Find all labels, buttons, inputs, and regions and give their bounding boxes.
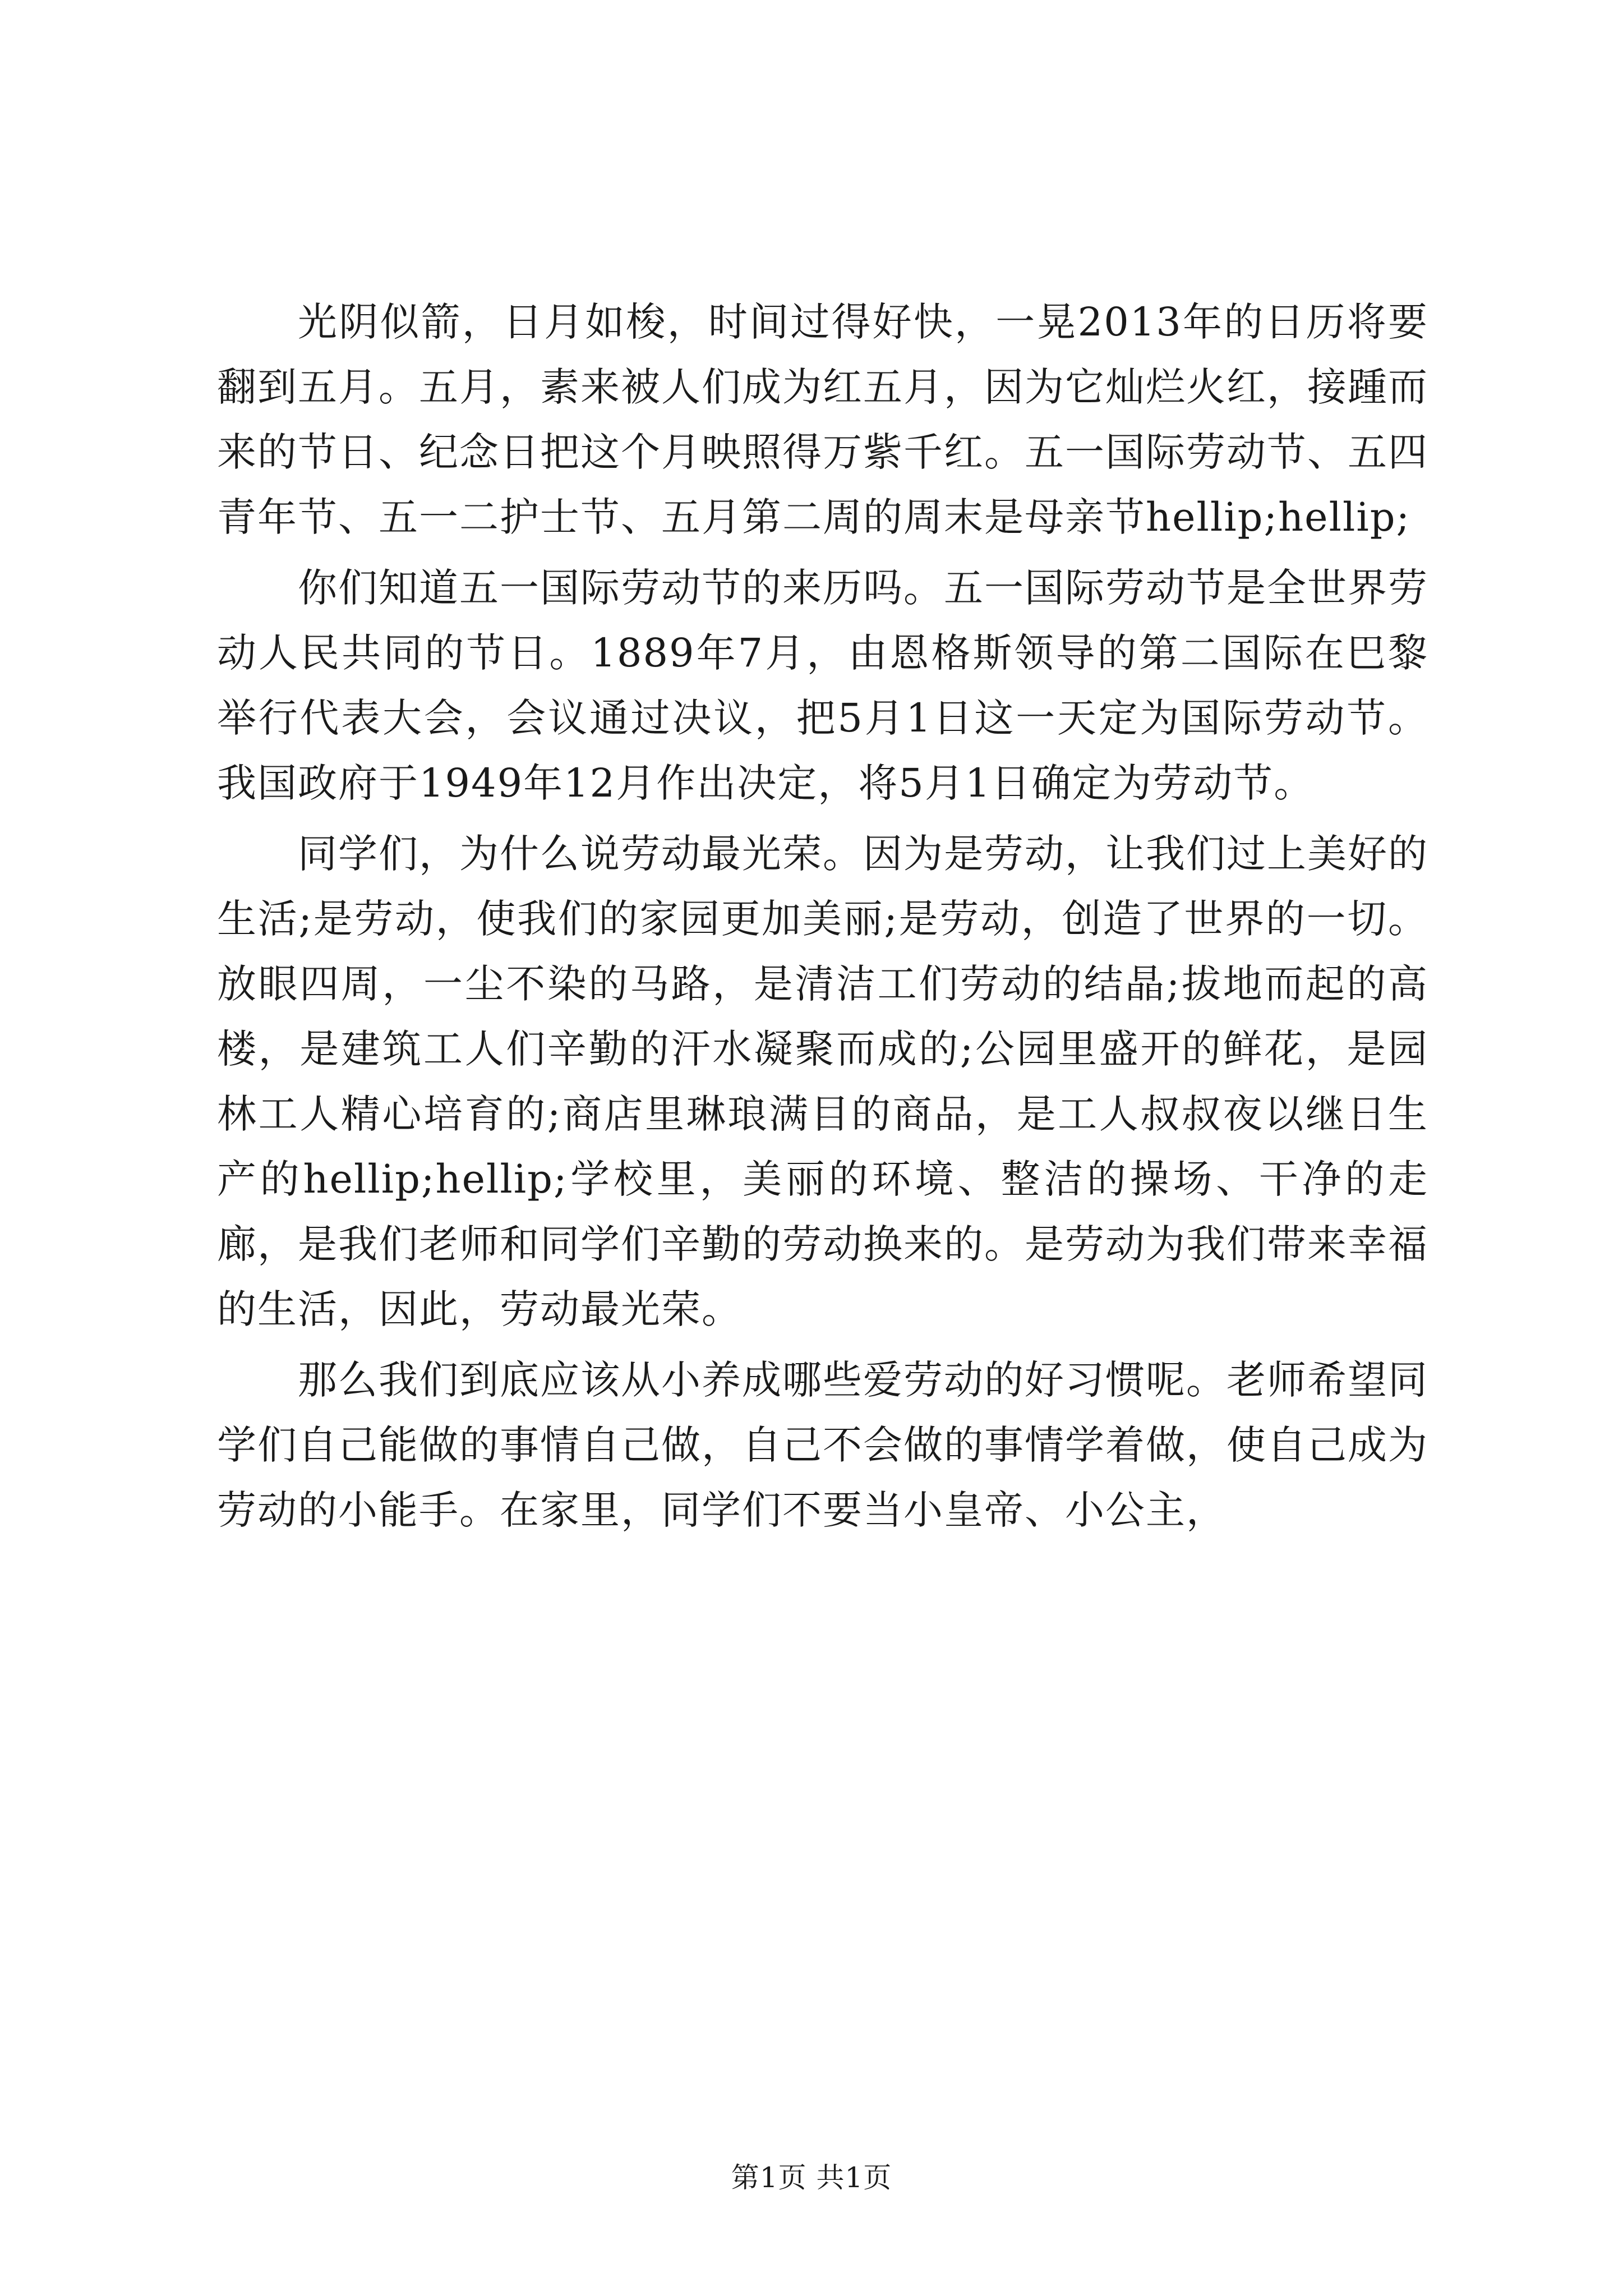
paragraph: 同学们，为什么说劳动最光荣。因为是劳动，让我们过上美好的生活;是劳动，使我们的家园更加美丽;是劳动，创造了世界的一切。放眼四周，一尘不染的马路，是清洁工们劳动的结晶;拔地而起的高楼，是建筑工人们辛勤的汗水凝聚而成的;公园里盛开的鲜花，是园林工人精心培育的;商店里琳琅满目的商品，是工人叔叔夜以继日生产的hellip;hellip;学校里，美丽的环境、整洁的操场、干净的走廊，是我们老师和同学们辛勤的劳动换来的。是劳动为我们带来幸福的生活，因此，劳动最光荣。	[217, 831, 1428, 1332]
paragraph: 你们知道五一国际劳动节的来历吗。五一国际劳动节是全世界劳动人民共同的节日。1889年7月，由恩格斯领导的第二国际在巴黎举行代表大会，会议通过决议，把5月1日这一天定为国际劳动节。我国政府于1949年12月作出决定，将5月1日确定为劳动节。	[217, 565, 1428, 806]
paragraph: 那么我们到底应该从小养成哪些爱劳动的好习惯呢。老师希望同学们自己能做的事情自己做，自己不会做的事情学着做，使自己成为劳动的小能手。在家里，同学们不要当小皇帝、小公主，	[217, 1357, 1428, 1533]
document-body	[217, 289, 1428, 1548]
paragraph: 光阴似箭，日月如梭，时间过得好快，一晃2013年的日历将要翻到五月。五月，素来被人们成为红五月，因为它灿烂火红，接踵而来的节日、纪念日把这个月映照得万紫千红。五一国际劳动节、五四青年节、五一二护士节、五月第二周的周末是母亲节hellip;hellip;	[217, 299, 1428, 540]
page-footer: 第1页 共1页	[731, 2161, 892, 2194]
